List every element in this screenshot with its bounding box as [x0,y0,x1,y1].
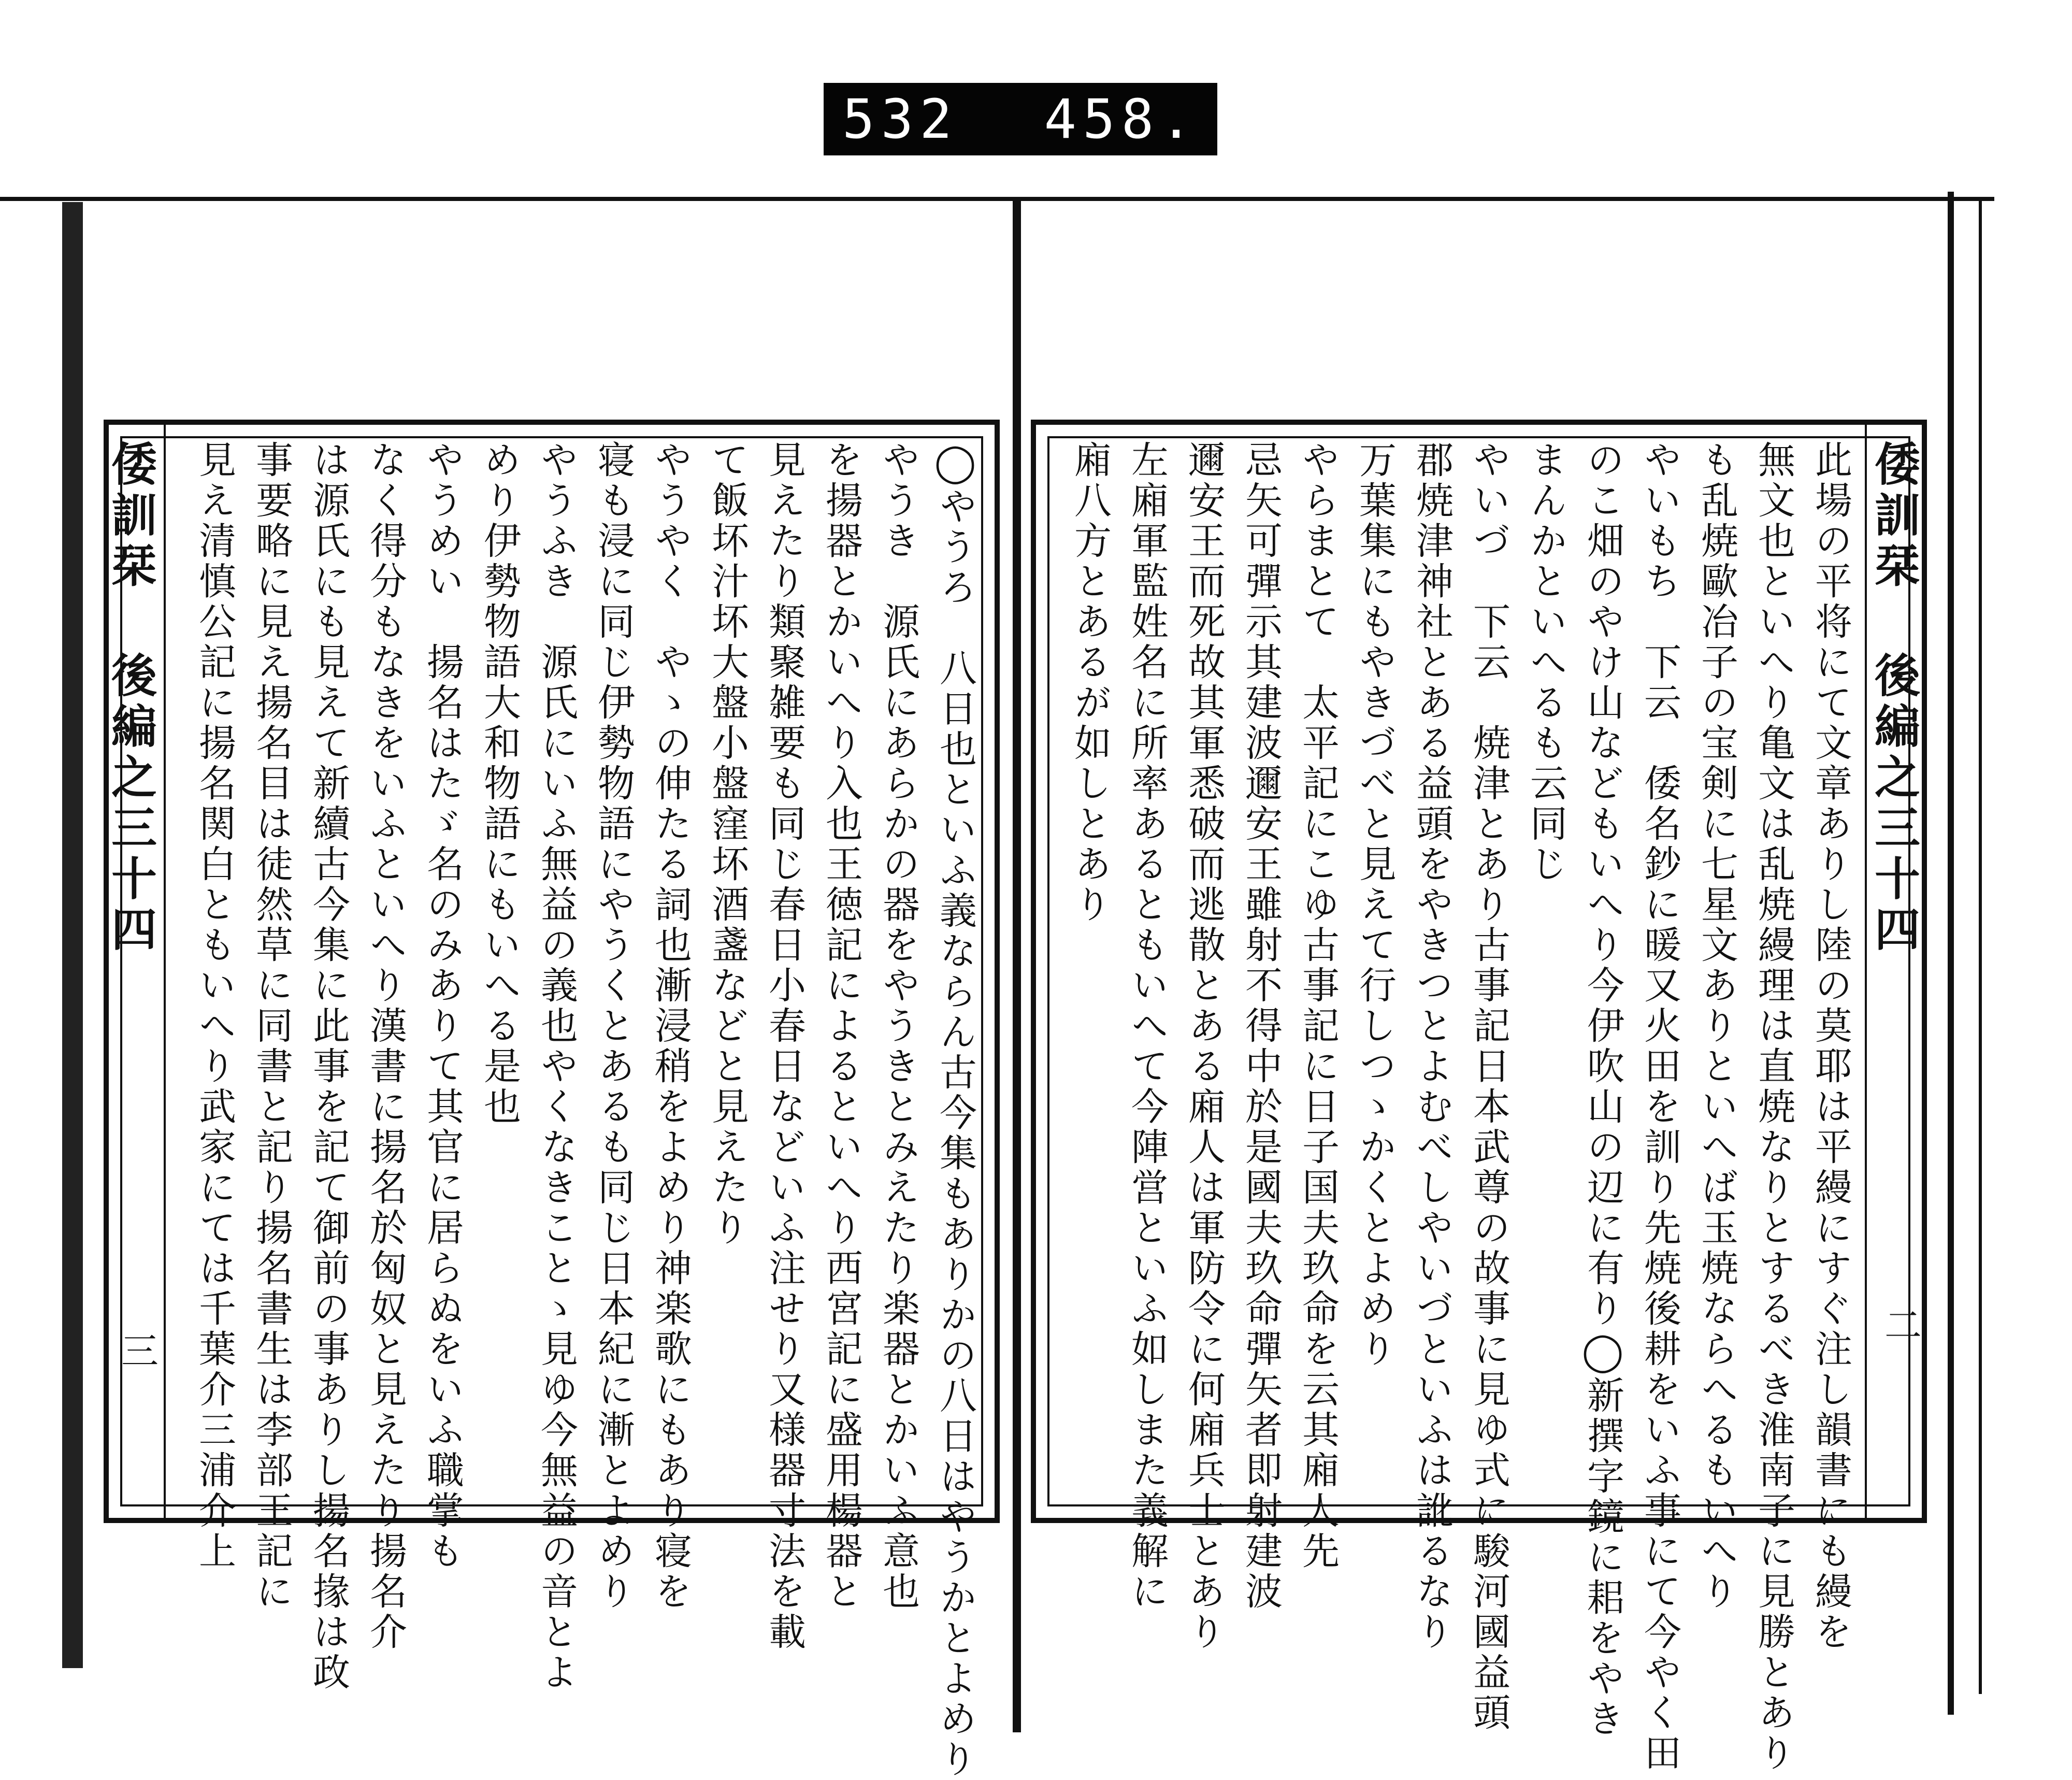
text-column: 忌矢可彈示其建波邇安王雖射不得中於是國夫玖命彈矢者即射建波 [1239,440,1283,1612]
right-page-number: 二 [1878,1305,1922,1348]
text-column: やらまとて 太平記にこゆ古事記に日子国夫玖命を云其廂人先 [1296,440,1340,1572]
text-column: やうやく やゝの伸たる詞也漸浸稍をよめり神楽歌にもあり寝を [649,440,692,1612]
left-page [104,420,1000,1780]
right-edge-line-outer [1979,197,1982,1694]
text-column: 此場の平将にて文章ありし陸の莫耶は平縵にすぐ注し韻書にも縵を [1809,440,1852,1653]
center-fold-line [1013,197,1021,1732]
left-margin-title [104,425,166,1518]
text-column: まんかといへるも云同じ [1524,440,1567,885]
text-column: やうふき 源氏にいふ無益の義也やくなきことゝ見ゆ今無益の音とよ [535,440,578,1693]
text-column: 郡焼津神社とある益頭をやきつとよむべしやいづといふは訛るなり [1410,440,1454,1653]
text-column: 寝も浸に同じ伊勢物語にやうくとあるも同じ日本紀に漸とよめり [592,440,635,1612]
right-cover-edge [1948,192,1954,1715]
text-column: 見え清慎公記に揚名関白ともいへり武家にては千葉介三浦介上 [193,440,236,1572]
text-column: 事要略に見え揚名目は徒然草に同書と記り揚名書生は李部王記に [250,440,293,1612]
archive-number-stamp [824,83,1217,155]
right-page [1031,420,1927,1774]
text-column: なく得分もなきをいふといへり漢書に揚名於匈奴と見えたり揚名介 [364,440,407,1653]
text-column: めり伊勢物語大和物語にもいへる是也 [478,440,521,1127]
text-column: やいづ 下云 焼津とあり古事記日本武尊の故事に見ゆ式に駿河國益頭 [1467,440,1510,1733]
margin-title-text: 倭訓栞 後編之三十四 [104,440,158,956]
stamp-number-right: 458. [1044,88,1199,151]
text-column: 左廂軍監姓名に所率あるともいへて今陣営といふ如しまた義解に [1125,440,1169,1612]
left-page-number: 三 [115,1331,159,1374]
text-column: を揚器とかいへり入也王徳記によるといへり西宮記に盛用楊器と [819,440,863,1612]
text-column: やうき 源氏にあらかの器をやうきとみえたり楽器とかいふ意也 [876,440,920,1612]
text-column: は源氏にも見えて新續古今集に此事を記て御前の事ありし揚名掾は政 [307,440,350,1693]
top-binding-line [0,197,1994,201]
text-column: も乱焼歐冶子の宝剣に七星文ありといへば玉焼ならへるもいへり [1695,440,1738,1612]
right-margin-title [1865,425,1927,1518]
stamp-number-left: 532 [842,88,958,151]
margin-title-text: 倭訓栞 後編之三十四 [1867,440,1921,956]
text-column: 廂八方とあるが如しとあり [1068,440,1112,925]
text-column: やうめい 揚名はたゞ名のみありて其官に居らぬをいふ職掌も [421,440,464,1572]
text-column: 邇安王而死故其軍悉破而逃散とある廂人は軍防令に何廂兵士とあり [1182,440,1226,1653]
text-column: やいもち 下云 倭名鈔に暖又火田を訓り先焼後耕をいふ事にて今やく田 [1638,440,1681,1774]
text-column: て飯坏汁坏大盤小盤窪坏酒盞などと見えたり [706,440,749,1248]
left-cover-edge [62,202,83,1668]
text-column: のこ畑のやけ山などもいへり今伊吹山の辺に有り◯新撰字鏡に耜をやき [1581,440,1624,1740]
text-column: 万葉集にもやきづべと見えて行しつゝかくとよめり [1353,440,1397,1370]
text-column: 無文也といへり亀文は乱焼縵理は直焼なりとするべき淮南子に見勝とあり [1752,440,1795,1774]
text-column: ◯やうろ 八日也といふ義ならん古今集もありかの八日はやうかとよめり [933,440,977,1780]
text-column: 見えたり類聚雑要も同じ春日小春日などいふ注せり又様器寸法を載 [762,440,806,1653]
